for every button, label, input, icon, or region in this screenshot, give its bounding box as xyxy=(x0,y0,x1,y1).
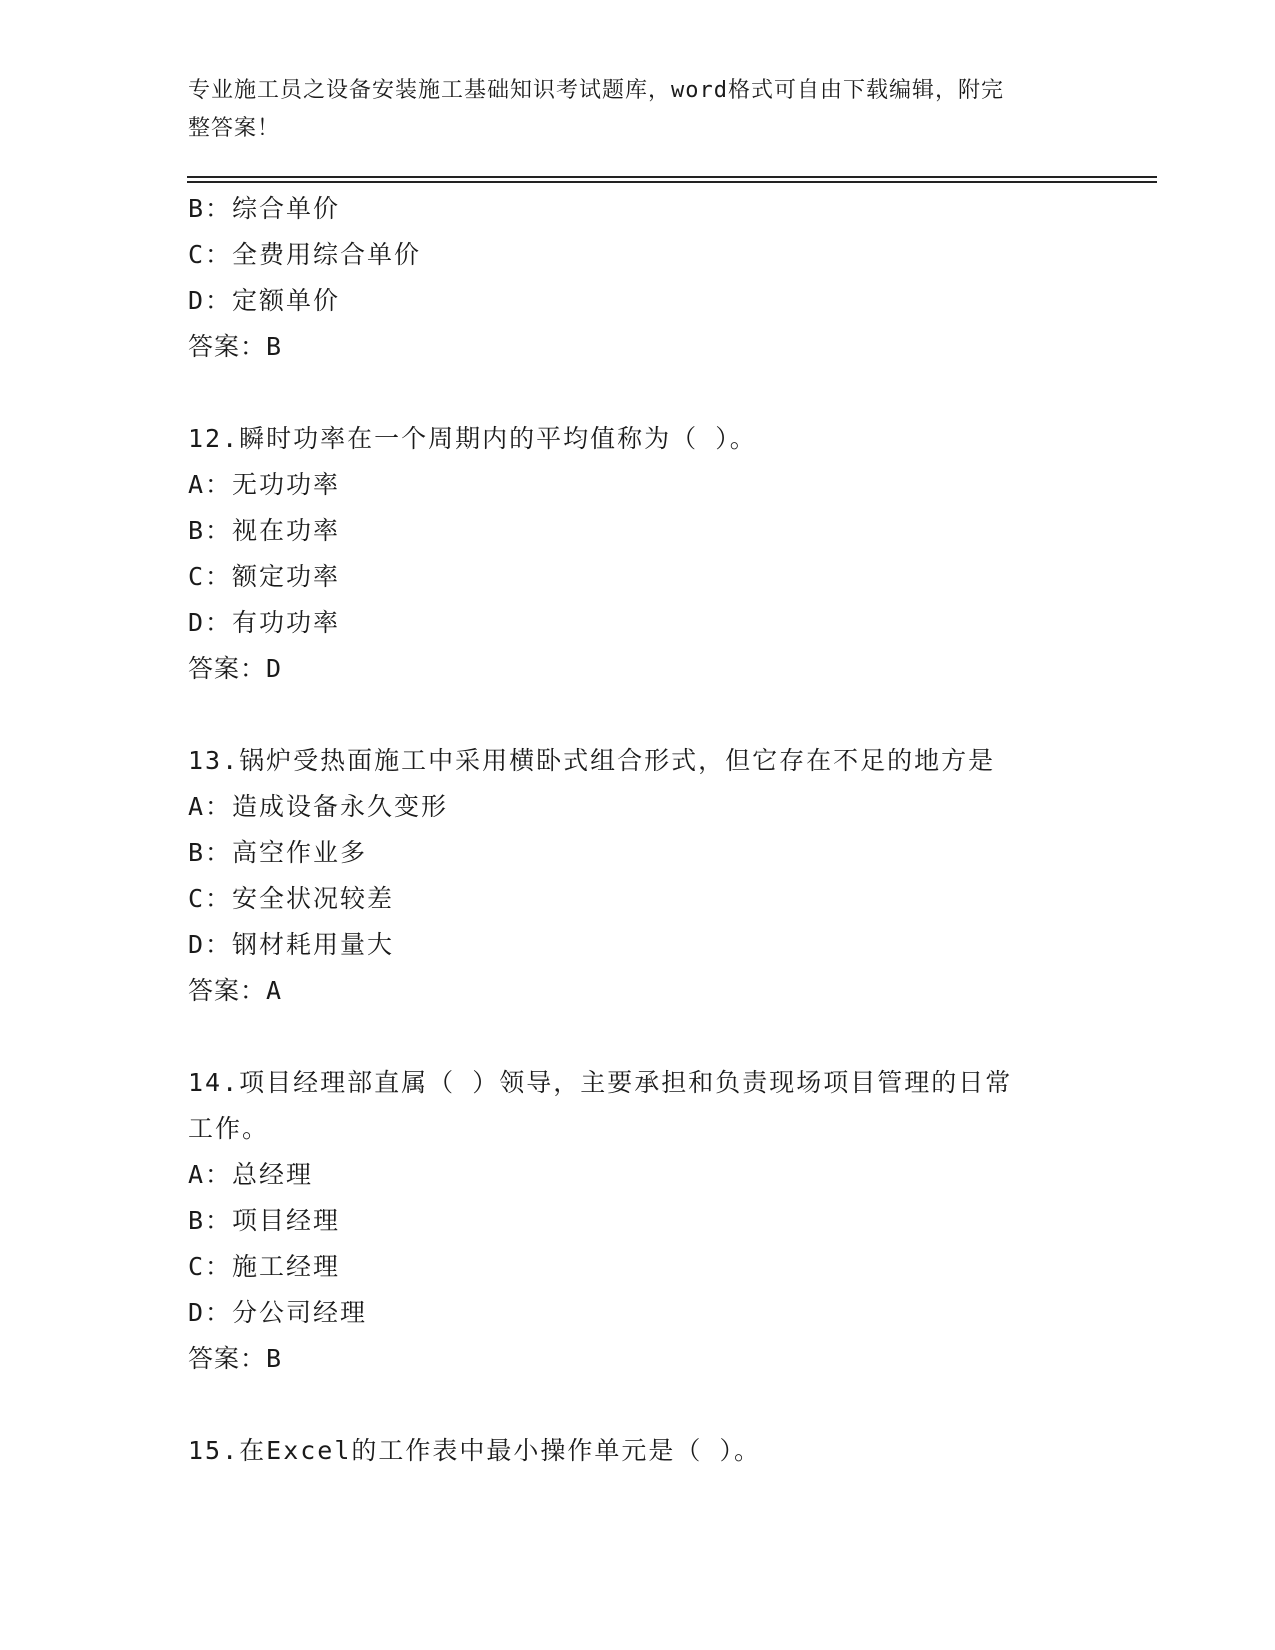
question-14 xyxy=(188,1060,1088,1382)
option-b: B：高空作业多 xyxy=(188,838,368,867)
question-text-line1: 14.项目经理部直属（ ）领导，主要承担和负责现场项目管理的日常 xyxy=(188,1068,1013,1097)
spacer xyxy=(188,1014,1088,1060)
header-divider-top xyxy=(187,176,1157,178)
question-text: 13.锅炉受热面施工中采用横卧式组合形式，但它存在不足的地方是 xyxy=(188,746,996,775)
option-b: B：项目经理 xyxy=(188,1206,341,1235)
header-divider-bottom xyxy=(187,181,1157,183)
question-list xyxy=(188,186,1088,1474)
document-header xyxy=(188,72,1088,148)
spacer xyxy=(188,692,1088,738)
question-text: 15.在Excel的工作表中最小操作单元是（ ）。 xyxy=(188,1436,761,1465)
option-c: C：额定功率 xyxy=(188,562,341,591)
header-title-line2: 整答案！ xyxy=(188,116,281,141)
answer: 答案：B xyxy=(188,1344,283,1373)
option-c: C：施工经理 xyxy=(188,1252,341,1281)
header-title-line1: 专业施工员之设备安装施工基础知识考试题库，word格式可自由下载编辑，附完 xyxy=(188,78,1004,103)
option-c: C：安全状况较差 xyxy=(188,884,395,913)
answer: 答案：D xyxy=(188,654,283,683)
option-d: D：有功功率 xyxy=(188,608,341,637)
answer: 答案：A xyxy=(188,976,283,1005)
question-text-line2: 工作。 xyxy=(188,1114,270,1143)
spacer xyxy=(188,370,1088,416)
option-c: C：全费用综合单价 xyxy=(188,240,422,269)
option-a: A：造成设备永久变形 xyxy=(188,792,449,821)
question-13 xyxy=(188,738,1088,1014)
question-11-tail xyxy=(188,186,1088,370)
option-d: D：分公司经理 xyxy=(188,1298,368,1327)
option-a: A：无功功率 xyxy=(188,470,341,499)
option-d: D：定额单价 xyxy=(188,286,341,315)
option-b: B：综合单价 xyxy=(188,194,341,223)
option-b: B：视在功率 xyxy=(188,516,341,545)
answer: 答案：B xyxy=(188,332,283,361)
question-text: 12.瞬时功率在一个周期内的平均值称为（ ）。 xyxy=(188,424,757,453)
spacer xyxy=(188,1382,1088,1428)
question-12 xyxy=(188,416,1088,692)
option-a: A：总经理 xyxy=(188,1160,314,1189)
question-15 xyxy=(188,1428,1088,1474)
option-d: D：钢材耗用量大 xyxy=(188,930,395,959)
